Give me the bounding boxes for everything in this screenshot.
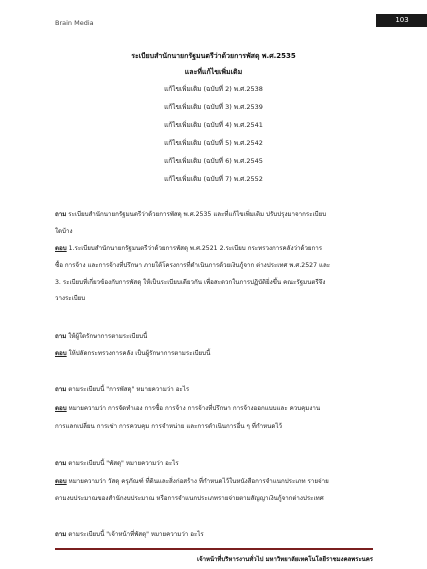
answer-label: ตอบ [55,245,67,252]
publisher-name: Brain Media [55,19,94,27]
answer-2 [55,348,373,358]
answer-4-line2: ตามงบประมาณของสำนักงบประมาณ หรือการจำแนกประเภทรายจ่ายตามสัญญาเงินกู้จากต่างประเทศ [55,495,324,502]
amendment-item: แก้ไขเพิ่มเติม (ฉบับที่ 4) พ.ศ.2541 [164,121,263,129]
answer-1-line4: วางระเบียบ [55,295,86,302]
amendment-item: แก้ไขเพิ่มเติม (ฉบับที่ 3) พ.ศ.2539 [164,103,263,111]
answer-1-line2: ซื้อ การจ้าง และการจ้างที่ปรึกษา ภายใต้โครงการที่ดำเนินการด้วยเงินกู้จาก ต่างประเทศ พ.ศ.2527 และ [55,262,331,269]
question-label: ถาม [55,333,67,340]
question-text: ตามระเบียบนี้ "การพัสดุ" หมายความว่า อะไร [68,386,190,393]
answer-4-line1 [55,476,373,486]
answer-1-line1 [55,243,373,253]
footer-rule [55,548,373,550]
page-number: 103 [376,14,427,27]
question-5 [55,529,373,539]
answer-text: หมายความว่า วัสดุ ครุภัณฑ์ ที่ดินและสิ่งก่อสร้าง ที่กำหนดไว้ในหนังสือการจำแนกประเภท รายจ่าย [68,478,329,485]
amendment-item: แก้ไขเพิ่มเติม (ฉบับที่ 6) พ.ศ.2545 [164,157,263,165]
question-label: ถาม [55,460,67,467]
answer-3-line2: การแลกเปลี่ยน การเช่า การควบคุม การจำหน่าย และการดำเนินการอื่น ๆ ที่กำหนดไว้ [55,423,282,430]
question-2 [55,331,373,341]
question-text: ให้ผู้ใดรักษาการตามระเบียบนี้ [68,333,148,340]
answer-label: ตอบ [55,478,67,485]
answer-text: ให้ปลัดกระทรวงการคลัง เป็นผู้รักษาการตามระเบียบนี้ [68,350,211,357]
answer-1-line3: 3. ระเบียบที่เกี่ยวข้องกับการพัสดุ ให้เป็นระเบียบเดียวกัน เพื่อสะดวกในการปฏิบัติยิ่งขึ้น คณะรัฐมนตรีจึง [55,279,326,286]
doc-title-line2: และที่แก้ไขเพิ่มเติม [184,68,243,76]
answer-text: หมายความว่า การจัดทำเอง การซื้อ การจ้าง การจ้างที่ปรึกษา การจ้างออกแบบและ ควบคุมงาน [68,405,321,412]
question-text: ตามระเบียบนี้ "เจ้าหน้าที่พัสดุ" หมายความว่า อะไร [68,531,204,538]
question-4 [55,458,373,468]
question-1 [55,209,373,219]
question-1-cont: ใดบ้าง [55,228,73,235]
answer-text: 1.ระเบียบสำนักนายกรัฐมนตรีว่าด้วยการพัสดุ พ.ศ.2521 2.ระเบียบ กระทรวงการคลังว่าด้วยการ [68,245,323,252]
question-text: ระเบียบสำนักนายกรัฐมนตรีว่าด้วยการพัสดุ พ.ศ.2535 และที่แก้ไขเพิ่มเติม ปรับปรุงมาจากระเบียบ [68,211,327,218]
footer-text: เจ้าหน้าที่บริหารงานทั่วไป มหาวิทยาลัยเทคโนโลยีราชมงคลพระนคร [197,556,373,563]
question-label: ถาม [55,211,67,218]
amendment-item: แก้ไขเพิ่มเติม (ฉบับที่ 2) พ.ศ.2538 [164,85,263,93]
answer-3-line1 [55,403,373,413]
answer-label: ตอบ [55,405,67,412]
amendment-item: แก้ไขเพิ่มเติม (ฉบับที่ 5) พ.ศ.2542 [164,139,263,147]
answer-label: ตอบ [55,350,67,357]
amendment-item: แก้ไขเพิ่มเติม (ฉบับที่ 7) พ.ศ.2552 [164,175,263,183]
doc-title-line1: ระเบียบสำนักนายกรัฐมนตรีว่าด้วยการพัสดุ พ.ศ.2535 [131,52,296,60]
question-3 [55,384,373,394]
question-text: ตามระเบียบนี้ "พัสดุ" หมายความว่า อะไร [68,460,179,467]
question-label: ถาม [55,386,67,393]
question-label: ถาม [55,531,67,538]
